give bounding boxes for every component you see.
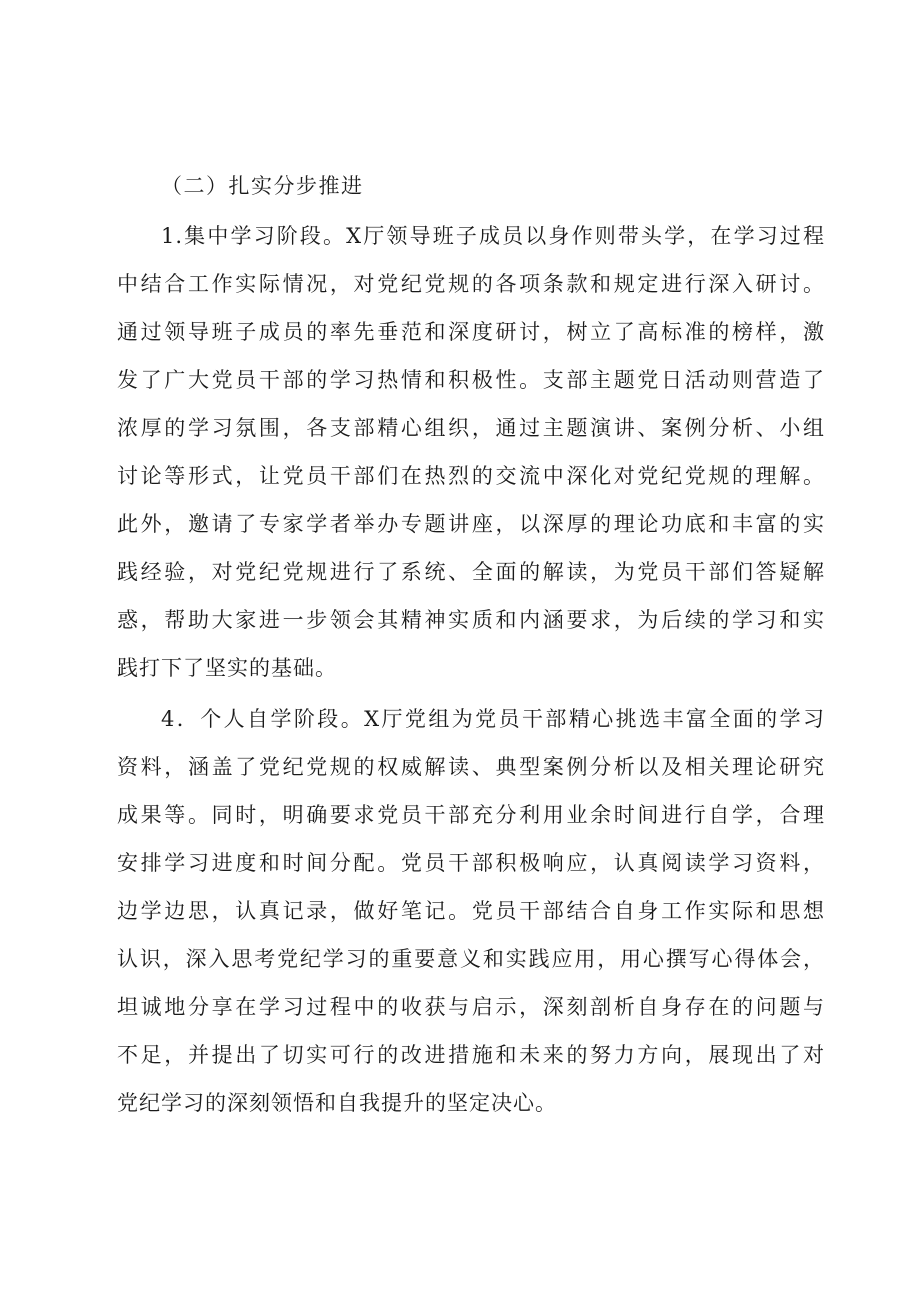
paragraph-line: 发了广大党员干部的学习热情和积极性。支部主题党日活动则营造了 xyxy=(117,368,825,392)
paragraph-self-study xyxy=(117,695,825,1127)
paragraph-centralized-study xyxy=(117,212,825,692)
section-heading: （二）扎实分步推进 xyxy=(161,174,364,198)
paragraph-line: 此外，邀请了专家学者举办专题讲座，以深厚的理论功底和丰富的实 xyxy=(117,512,825,536)
paragraph-line: 坦诚地分享在学习过程中的收获与启示，深刻剖析自身存在的问题与 xyxy=(117,995,825,1019)
paragraph-line: 不足，并提出了切实可行的改进措施和未来的努力方向，展现出了对 xyxy=(117,1043,825,1067)
paragraph-line: 践打下了坚实的基础。 xyxy=(117,656,337,680)
paragraph-line: 边学边思，认真记录，做好笔记。党员干部结合自身工作实际和思想 xyxy=(117,899,825,923)
paragraph-line: 中结合工作实际情况，对党纪党规的各项条款和规定进行深入研讨。 xyxy=(117,272,825,296)
paragraph-line: 浓厚的学习氛围，各支部精心组织，通过主题演讲、案例分析、小组 xyxy=(117,416,825,440)
document-body xyxy=(117,160,825,1127)
paragraph-line: 安排学习进度和时间分配。党员干部积极响应，认真阅读学习资料， xyxy=(117,851,825,875)
paragraph-line: 资料，涵盖了党纪党规的权威解读、典型案例分析以及相关理论研究 xyxy=(117,755,825,779)
paragraph-line: 讨论等形式，让党员干部们在热烈的交流中深化对党纪党规的理解。 xyxy=(117,464,825,488)
paragraph-line: 党纪学习的深刻领悟和自我提升的坚定决心。 xyxy=(117,1091,557,1115)
paragraph-line: 1.集中学习阶段。X厅领导班子成员以身作则带头学，在学习过程 xyxy=(161,224,825,248)
paragraph-line: 认识，深入思考党纪学习的重要意义和实践应用，用心撰写心得体会， xyxy=(117,947,825,971)
paragraph-line: 通过领导班子成员的率先垂范和深度研讨，树立了高标准的榜样，激 xyxy=(117,320,825,344)
paragraph-line: 成果等。同时，明确要求党员干部充分利用业余时间进行自学，合理 xyxy=(117,803,825,827)
paragraph-line: 4．个人自学阶段。X厅党组为党员干部精心挑选丰富全面的学习 xyxy=(161,707,825,731)
paragraph-line: 惑，帮助大家进一步领会其精神实质和内涵要求，为后续的学习和实 xyxy=(117,608,825,632)
paragraph-line: 践经验，对党纪党规进行了系统、全面的解读，为党员干部们答疑解 xyxy=(117,560,825,584)
